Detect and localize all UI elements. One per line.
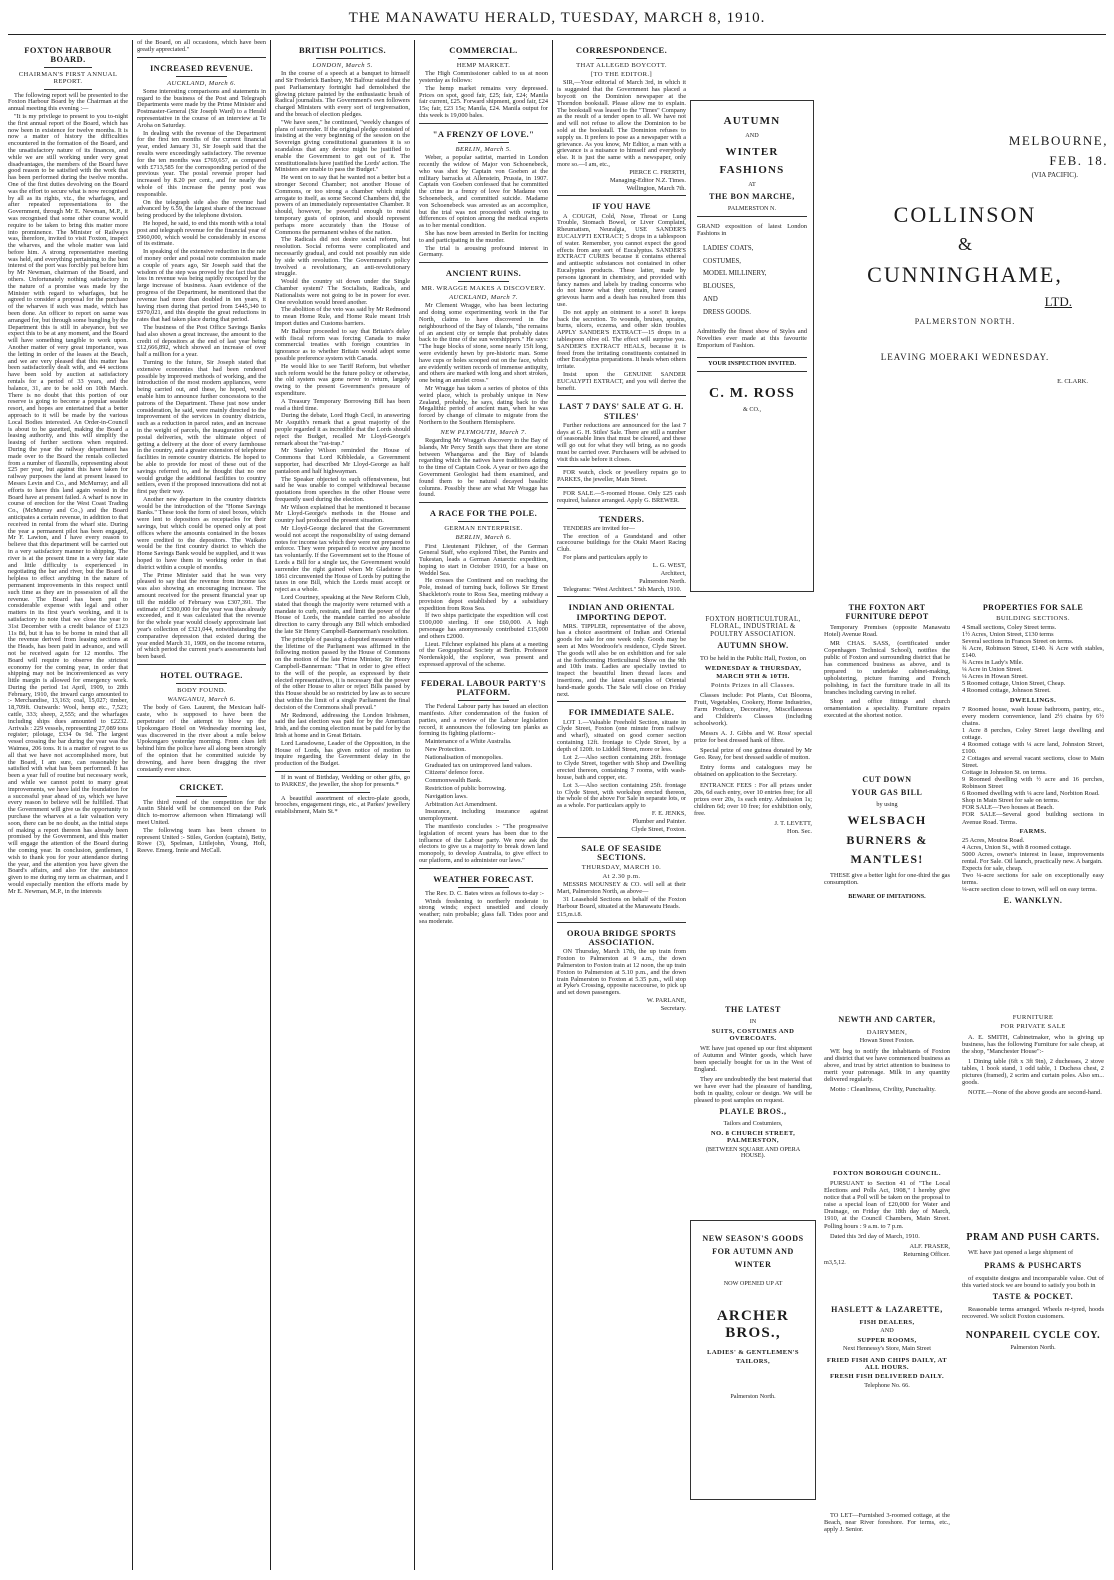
ad-line: NO. 8 CHURCH STREET, PALMERSTON, bbox=[710, 1130, 796, 1145]
signature: Managing-Editor N.Z. Times. bbox=[609, 176, 686, 184]
ad-headline: IF YOU HAVE bbox=[592, 201, 651, 212]
paragraph: WE beg to notify the inhabitants of Foxton and district that we have commenced business as above, and trust by strict attention to business to merit your patronage. Milk in any quantity delivered regularly. bbox=[824, 1047, 950, 1084]
paragraph: They are undoubtedly the best material that we have ever had the pleasure of handling, both in quality, colour or design. We will be pleased to post samples on request. bbox=[694, 1076, 812, 1105]
list-item: 5000 Acres, owner's interest in lease, improvements rental. For Sale. Oil launch, practically new. A bargain. bbox=[962, 850, 1104, 865]
ad-headline: PRAMS & PUSHCARTS bbox=[984, 1261, 1082, 1271]
list-item: New Protection. bbox=[425, 745, 466, 753]
column-revenue bbox=[137, 40, 266, 1570]
article-subhead: HEMP MARKET. bbox=[456, 62, 511, 70]
column-rule bbox=[414, 40, 415, 1570]
list-item: BLOUSES, bbox=[703, 283, 735, 291]
ad-headline: LAST 7 DAYS' SALE AT G. H. STILES' bbox=[559, 401, 684, 421]
paragraph: Temporary Premises (opposite Manawatu Hotel) Avenue Road. bbox=[824, 623, 950, 638]
article-subhead: CHAIRMAN'S FIRST ANNUAL REPORT. bbox=[18, 71, 118, 86]
article-subhead: GERMAN ENTERPRISE. bbox=[444, 525, 523, 533]
paragraph: Shop and office fittings and church ornamentation a speciality. Furniture repairs executed at the shortest notice. bbox=[824, 698, 950, 720]
ad-line: & CO., bbox=[742, 406, 762, 414]
list-item: LADIES' COATS, bbox=[703, 244, 754, 252]
paragraph: MR CHAS. SASS, (certificated under Copenhagen Technical School), notifies the public of Foxton and surrounding district that he has commenced business as above, and is prepared to undertake cabinet-making, upholstering, picture framing and French polishing, in fact the furniture trade in all its branches including carving in relief. bbox=[824, 639, 950, 697]
column-rule bbox=[270, 40, 271, 1570]
ad-headline: FOXTON BOROUGH COUNCIL. bbox=[833, 1170, 941, 1177]
paragraph: The erection of a Grandstand and other racecourse buildings for the Otaki Maori Racing Club. bbox=[557, 532, 686, 554]
list-item: Navigation laws. bbox=[425, 792, 468, 800]
column-rule bbox=[132, 40, 133, 1570]
ad-line: by using bbox=[876, 800, 898, 808]
paragraph: GRAND exposition of latest London Fashions in bbox=[697, 222, 807, 237]
paragraph: The trial is arousing profound interest in Germany. bbox=[419, 244, 548, 259]
paragraph: Telegrams: "West Architect." 5th March, 1910. bbox=[563, 585, 682, 593]
list-item: 9 Roomed dwelling with ½ acre and 16 perches, Robinson Street bbox=[962, 776, 1104, 791]
masthead-rule bbox=[8, 34, 1106, 35]
paragraph: If two ships participate the expedition will cost £100,000 sterling. If one £60,000. A high personage has anonymously contributed £15,000 and others £2000. bbox=[419, 612, 548, 640]
signature: L. G. WEST, bbox=[652, 561, 686, 569]
list-item: 4 Small sections, Coley Street terms. bbox=[962, 624, 1057, 632]
ad-archer-bros bbox=[690, 1220, 816, 1500]
ad-smith-furniture bbox=[958, 1010, 1108, 1160]
article-headline: WEATHER FORECAST. bbox=[433, 873, 534, 884]
paragraph: He hoped, he said, to end this month with a total post and telegraph revenue for the financial year of £960,000, which would be considerably in excess of its estimate. bbox=[137, 220, 266, 248]
masthead: THE MANAWATU HERALD, TUESDAY, MARCH 8, 1910. bbox=[348, 10, 766, 26]
list-item: DRESS GOODS. bbox=[703, 309, 751, 317]
paragraph: Lord Lansdowne, Leader of the Opposition, in the House of Lords, has given notice of motion to inquire regarding the Government delay in the production of the Budget. bbox=[275, 739, 410, 768]
paragraph: Further reductions are announced for the last 7 days at G. H. Stiles' Sale. There are still a number of seasonable lines that must be cleared, and these will go out for what they will bring, as no goods must be carried over. Purchasers will be advised to visit this sale before it closes. bbox=[557, 421, 686, 463]
paragraph: Mr Redmond, addressing the London Irishmen, said the last election was paid for by the American Irish, and the coming election must be paid for by the Irish at home and in Great Britain. bbox=[275, 711, 410, 739]
ad-line: LADIES' & GENTLEMEN'S bbox=[707, 1349, 799, 1357]
paragraph: The abolition of the veto was said by Mr Redmond to mean Home Rule, and Home Rule meant Irish import duties and Customs barriers. bbox=[275, 306, 410, 327]
paragraph: FOR watch, clock or jewellery repairs go to PARKES, the jeweller, Main Street. bbox=[557, 469, 686, 484]
list-item: Graduated tax on unimproved land values. bbox=[425, 761, 533, 769]
paragraph: Messrs A. J. Gibbs and W. Ross' special prize for best dressed hank of fibre. bbox=[694, 730, 812, 745]
signature: PIERCE C. FRERTH, bbox=[629, 168, 686, 176]
article-subhead: MR. WRAGGE MAKES A DISCOVERY. bbox=[421, 285, 546, 293]
paragraph: of the Board, on all occasions, which have been greatly appreciated." bbox=[137, 39, 266, 53]
paragraph: Regarding Mr Wragge's discovery in the Bay of Islands, Mr Percy Smith says that there are stone between Whangaroa and the Bay of Islands regarding which the natives have traditions dating to the time of Captain Cook. A year or two ago the Government Geologist had them examined, and found them to be natural decayed basaltic columns. Possibly these are what Mr Wragge has found. bbox=[419, 436, 548, 499]
signature: Wellington, March 7th. bbox=[626, 184, 686, 192]
ad-code: m3,5,12. bbox=[824, 1258, 846, 1266]
signature: F. E. JENKS, bbox=[651, 809, 686, 817]
ad-headline: PRAM AND PUSH CARTS. bbox=[966, 1232, 1100, 1243]
list-item: 5 Roomed cottage, Union Street, Cheap. bbox=[962, 680, 1066, 688]
signature: ALF. FRASER, bbox=[909, 1242, 950, 1250]
list-item: Arbitration Act Amendment. bbox=[425, 800, 498, 808]
paragraph: Insist upon the GENUINE SANDER EUCALYPTI EXTRACT, and you will derive the benefit. bbox=[557, 370, 686, 392]
list-item: 4 Roomed cottage, Johnson Street. bbox=[962, 687, 1051, 695]
paragraph: He crosses the Continent and on reaching the Pole, instead of turning back, follows Sir Ernest Shackleton's route to Ross Sea, meeting midway a provision depot established by a subsidiary expedition from Ross Sea. bbox=[419, 577, 548, 612]
list-item: ¾ Acre, Robinson Street, £140. ¾ Acre with stables, £140. bbox=[962, 645, 1104, 660]
ad-headline: OROUA BRIDGE SPORTS ASSOCIATION. bbox=[566, 928, 677, 948]
ad-line: BEWARE OF IMITATIONS. bbox=[848, 893, 926, 901]
list-item: 6 Roomed dwelling with ¼ acre land, Norbiton Road. bbox=[962, 790, 1100, 798]
list-item: 7 Roomed house, wash house bathroom, pantry, etc., every modern convenience, land 2½ chains by 6½ chains. bbox=[962, 705, 1104, 727]
paragraph: TO LET—Furnished 3-roomed cottage, at the Beach, near River foreshore. For terms, etc., apply J. Senior. bbox=[824, 1512, 950, 1534]
paragraph: In speaking of the extensive reduction in the rate of money order and postal note commission made a couple of years ago, Sir Joseph said that the wisdom of the step was proved by the fact that the loss in revenue was being rapidly recouped by the large increase of business. Asan evidence of the progress of the Department, he mentioned that the revenue had more than doubled in ten years, it having risen during that period from £445,340 to £970,021, and this despite the great reductions in rates that had taken place during that period. bbox=[137, 248, 266, 324]
paragraph: The business of the Post Office Savings Banks had also shown a great increase, the amount to the credit of depositors at the end of last year being £12,666,892, which showed an increase of over half a million for a year. bbox=[137, 323, 266, 359]
ad-line: Palmerston North. bbox=[730, 1392, 776, 1400]
column-commercial bbox=[419, 40, 548, 1570]
ad-line: Howan Street Foxton. bbox=[859, 1037, 915, 1045]
paragraph: The Federal Labour party has issued an election manifesto. After condemnation of the fusion of parties, and a review of the Labour legislation record, it announces the following ten planks as forming its fighting platform:- bbox=[419, 703, 548, 738]
notice: If in want of Birthday, Wedding or other gifts, go to PARKES', the jeweller, the shop for presents.* bbox=[275, 773, 410, 788]
ad-line: THE BON MARCHE, bbox=[709, 191, 795, 201]
editor-note: [TO THE EDITOR.] bbox=[590, 71, 653, 79]
list-item: ¼-acre section close to town, will sell on easy terms. bbox=[962, 886, 1097, 894]
paragraph: A COUGH, Cold, Nose, Throat or Lung Trouble, Stomach Bowel, or Liver Complaint, Rheumatism, Neuralgia, USE SANDER'S EUCALYPTI EXTRACT; 5 drops in a tablespoon of water. Remember, you cannot expect the good effects from any sort of Eucalyptus. SANDER'S EXTRACT CURES because it contains ethereal and antiseptic substances not contained in other Eucalyptus products. These latter, made by persons ignorant in chemistry, and provided with fancy names and labels by trading concerns who do not know what they contain, have caused grievous harm and a death has resulted from this use. bbox=[557, 212, 686, 308]
ad-to-let bbox=[820, 1510, 954, 1560]
paragraph: He would like to see Tariff Reform, but whether such reform would be the future policy or otherwise, the old system was gone never to return, largely owing to the present Government's pressure of expenditure. bbox=[275, 362, 410, 397]
ad-line: TAILORS, bbox=[735, 1358, 771, 1366]
article-headline: COMMERCIAL. bbox=[449, 45, 518, 55]
paragraph: The High Commissioner cabled to us at noon yesterday as follows: bbox=[419, 70, 548, 85]
list-item: ¾ Acres in Lady's Mile. bbox=[962, 659, 1024, 667]
paragraph: Admittedly the finest show of Styles and Novelties ever made at this favourite Emporium of Fashion. bbox=[697, 328, 807, 350]
dateline: BERLIN, March 6. bbox=[455, 534, 512, 542]
list-item: Two ¼-acre sections for sale on exceptionally easy terms. bbox=[962, 872, 1104, 887]
column-rule bbox=[552, 40, 553, 1570]
paragraph: 31 Leasehold Sections on behalf of the Foxton Harbour Board, situated at the Manawatu Heads. bbox=[557, 895, 686, 910]
notice: A beautiful assortment of electro-plate goods, brooches, engagement rings, etc., at Parkes' jewellery establishment, Main St.* bbox=[275, 794, 410, 816]
ad-collinson bbox=[822, 110, 1108, 490]
ad-welsbach bbox=[820, 770, 954, 920]
paragraph: FOR SALE.—5-roomed House. Only £25 cash required, balance arranged. Apply G. BREWER. bbox=[557, 490, 686, 504]
article-subhead: THAT ALLEGED BOYCOTT. bbox=[576, 62, 667, 70]
ad-line: Next Hennessy's Store, Main Street bbox=[843, 1345, 931, 1353]
ad-headline: SALE OF SEASIDE SECTIONS. bbox=[581, 842, 662, 862]
ad-line: FOR AUTUMN AND bbox=[712, 1246, 794, 1256]
paragraph: A Treasury Temporary Borrowing Bill has been read a third time. bbox=[275, 397, 410, 412]
signature: Returning Officer. bbox=[903, 1250, 950, 1258]
paragraph: NOTE.—None of the above goods are second-hand. bbox=[968, 1088, 1102, 1096]
ad-line: WEDNESDAY & THURSDAY, MARCH 9TH & 10TH. bbox=[704, 665, 802, 680]
ad-headline: FOR IMMEDIATE SALE. bbox=[568, 707, 675, 718]
list-item: FOR SALE—Two houses at Beach. bbox=[962, 804, 1055, 812]
paragraph: Reasonable terms arranged. Wheels re-tyred, hoods recovered. We solicit Foxton customers. bbox=[962, 1305, 1104, 1320]
paragraph: LOT 1.—Valuable Freehold Section, situate in Clyde Street, Foxton (one minute from railway and wharf), situated on good corner section containing 12ft. frontage to Clyde Street, by a depth of 120ft. to Liddell Street, more or less. bbox=[557, 718, 686, 753]
list-item: Expects for sale, cheap. bbox=[962, 865, 1023, 872]
paragraph: Some interesting comparisons and statements in regard to the business of the Post and Telegraph Departments were made by the Prime Minister and Postmaster-General (Sir Joseph Ward) to a Herald representative in the course of an interview at Te Aroha on Saturday. bbox=[137, 87, 266, 129]
ad-subhead: FARMS. bbox=[1019, 827, 1047, 835]
ad-subhead: THURSDAY, MARCH 10. bbox=[581, 864, 662, 872]
ad-line: IN bbox=[749, 1017, 757, 1025]
paragraph: WE have just opened a large shipment of bbox=[968, 1249, 1074, 1256]
ad-line: LEAVING MOERAKI WEDNESDAY. bbox=[880, 351, 1050, 362]
paragraph: Mr Balfour proceeded to say that Britain's delay with fiscal reform was forcing Canada to make commercial treaties with foreign countries in ignorance as to whether Britain would adopt some possible preference system with Canada. bbox=[275, 327, 410, 362]
article-headline: CRICKET. bbox=[179, 782, 224, 793]
paragraph: Special prize of one guinea donated by Mr Geo. Reay, for best dressed saddle of mutton. bbox=[694, 747, 812, 762]
paragraph: During the debate, Lord Hugh Cecil, in answering Mr Asquith's remark that a great majority of the people regarded it as incredible that the Lords should reject the Budget, recalled Mr Lloyd-George's remark about the "rat-trap." bbox=[275, 412, 410, 447]
paragraph: Mr Stanley Wilson reminded the House of Commons that Lord Kibbledale, a Government supporter, had described Mr Lloyd-George as half pantaloon and half highwayman. bbox=[275, 447, 410, 475]
ad-line: CUT DOWN bbox=[862, 775, 912, 784]
ad-headline: PROPERTIES FOR SALE bbox=[982, 603, 1084, 612]
list-item: 4 Acres, Union St., with 8 roomed cottage. bbox=[962, 843, 1072, 851]
list-item: 1 Acre 8 perches, Coley Street large dwelling and cottage. bbox=[962, 726, 1104, 741]
paragraph: Dated this 3rd day of March, 1910. bbox=[830, 1232, 920, 1240]
paragraph: The Speaker objected to such offensiveness, but said he was unable to compel withdrawal because quotations from speeches in the other House were frequently used during the election. bbox=[275, 475, 410, 503]
dateline: AUCKLAND, March 7. bbox=[449, 294, 518, 302]
paragraph: The Radicals did not desire social reform, but resolution. Social reforms were complicated and necessarily gradual, and could not possibly run side by side with revolution. The Government's policy involved a revolutionary, an anti-revolutionary struggle. bbox=[275, 236, 410, 278]
signature: J. T. LEVETT, bbox=[774, 819, 812, 827]
ad-line: FEB. 18. bbox=[1049, 153, 1108, 169]
ad-line: AT bbox=[748, 181, 756, 189]
ad-headline: THE FOXTON ART FURNITURE DEPOT bbox=[845, 603, 929, 621]
ad-line: AND bbox=[745, 132, 759, 140]
dateline: NEW PLYMOUTH, March 7. bbox=[440, 428, 527, 436]
paragraph: In the course of a speech at a banquet to himself and Sir Frederick Banbury, Mr Balfour stated that the past Parliamentary fortnight had demolished the glowing picture painted by the enthusiastic brush of Radical journalists. The Government's own followers charged Ministers with every sort of tergiversation, and the breach of election pledges. bbox=[275, 70, 410, 119]
ad-line: YOUR GAS BILL bbox=[851, 787, 923, 797]
paragraph: The following report will be presented to the Foxton Harbour Board by the Chairman at the annual meeting this evening :— bbox=[8, 91, 128, 113]
column-harbour-board bbox=[8, 40, 128, 1570]
paragraph: Winds freshening to northerly moderate to strong winds; expect unsettled and cloudy weather; rain probable; glass fall. Tides poor and sea moderate. bbox=[419, 897, 548, 926]
paragraph: The Prime Minister said that he was very pleased to say that the revenue from income tax was also showing an encouraging increase. The amount received for the present financial year up till the middle of February was £307,391. The estimate of £300,000 for the year was thus already exceeded, and it was calculated that the revenue for the whole year would closely approximate last year's collection of £321,044, notwithstanding the comparative depression that existed during the year ended March 31, 1909, on the income returns, of which period the current year's assessments had been based. bbox=[137, 571, 266, 661]
ad-subhead: BUILDING SECTIONS. bbox=[996, 614, 1070, 622]
ad-subhead: At 2.30 p.m. bbox=[602, 873, 641, 881]
ad-playle-bros bbox=[690, 1000, 816, 1210]
ad-bon-marche bbox=[690, 100, 814, 592]
paragraph: Mr Lloyd-George declared that the Government would not accept the responsibility of using demand notes for income tax which they were not prepared to enforce. They were prepared to receive any income tax voluntarily. If the Government set to the House of Lords a Bill for a single tax, the Government would surrender the right gained when Mr Gladstone in 1861 circumvented the House of Lords by putting the taxes in one Bill, which the Lords must accept or reject as a whole. bbox=[275, 525, 411, 594]
paragraph: Motto : Cleanliness, Civility, Punctuality. bbox=[830, 1086, 936, 1094]
property-list bbox=[962, 624, 1104, 694]
article-headline: BRITISH POLITICS. bbox=[298, 45, 387, 55]
ad-headline: FURNITURE bbox=[1012, 1014, 1054, 1021]
paragraph: TENDERS are invited for— bbox=[563, 524, 635, 532]
paragraph: Weber, a popular satirist, married in London recently the widow of Major von Schoenebeck, who was shot by Captain von Goeben at the military barracks at Allenstein, Prussia, in 1907. Captain von Goeben confessed that he committed the crime in a frenzy of love for Madame von Schoenebeck, and committed suicide. Madame von Schoenebeck was arrested as an accomplice, but the trial was not proceeded with owing to differences of opinion among the medical experts as to her mental condition. bbox=[419, 154, 548, 230]
list-item: 2 Cottages and several vacant sections, close to Main Street. bbox=[962, 755, 1104, 770]
signature: E. WANKLYN. bbox=[1003, 896, 1063, 906]
list-item: ¼ Acre in Union Street. bbox=[962, 666, 1023, 674]
ad-haslett-lazarette bbox=[820, 1300, 954, 1460]
ad-firm: NONPAREIL CYCLE COY. bbox=[965, 1329, 1101, 1341]
paragraph: 1 Dining table (6ft x 3ft 9in), 2 duchesses, 2 stove tables, 1 book stand, 1 odd table, 1 Duchess chest, 2 pictures (framed), 2 scrim and curtain poles. Also sm... goods. bbox=[962, 1057, 1104, 1086]
ad-line: AUTUMN bbox=[723, 115, 781, 127]
paragraph: Mr Wragge has taken a series of photos of this weird place, which is probably unique in New Zealand, probably, he says, dating back to the Megalithic period of ancient man, when he was forced by change of climate to migrate from the Northern to the Southern Hemisphere. bbox=[419, 385, 548, 427]
article-headline: FOXTON HARBOUR BOARD. bbox=[24, 45, 112, 65]
paragraph: He went on to say that he wanted not a better but a stronger Second Chamber; not another House of Commons, or too strong a chamber which might arrogate to itself, as some Second Chambers did, the powers of an immediately representative Chamber. It should, however, be powerful enough to resist temporary gusts of opinion, and should represent perhaps more accurately than the House of Commons the permanent wishes of the nation. bbox=[275, 174, 410, 236]
ad-line: NOW OPENED UP AT bbox=[723, 1280, 783, 1288]
paragraph: On the telegraph side also the revenue had advanced by 6.59, the largest share of the increase being produced by the telephone division. bbox=[137, 198, 266, 220]
ad-headline: TASTE & POCKET. bbox=[992, 1291, 1074, 1301]
ad-headline: TENDERS. bbox=[598, 513, 645, 524]
list-item: 1½ Acres, Union Street, £130 terms bbox=[962, 631, 1054, 639]
paragraph: The hemp market remains very depressed. Prices on spot, good fair, £25; fair, £24; Manila fair current, £25. Forward shipment, good fair, £24 15s; fair, £23 15s; Manila, £24. Manila output for this week is 19,000 bales. bbox=[419, 84, 548, 120]
article-headline: ANCIENT RUINS. bbox=[445, 268, 522, 279]
signature: Palmerston North. bbox=[639, 577, 686, 585]
farm-list bbox=[962, 837, 1104, 893]
ad-line: E. CLARK. bbox=[1057, 378, 1088, 386]
ad-line: MANTLES! bbox=[850, 851, 924, 866]
ad-line: WINTER bbox=[734, 1259, 772, 1269]
article-headline: FEDERAL LABOUR PARTY'S PLATFORM. bbox=[421, 677, 546, 698]
ad-line: Tailors and Costumiers, bbox=[723, 1120, 783, 1128]
paragraph: MESSRS MOUNSEY & CO. will sell at their Mart, Palmerston North, as above— bbox=[557, 881, 686, 896]
list-item: Maintenance of a White Australia. bbox=[425, 738, 512, 746]
signature: Plumber and Painter. bbox=[632, 817, 686, 825]
paragraph: PURSUANT to Section 41 of "The Local Elections and Polls Act, 1908," I hereby give notice that a Poll will be taken on the proposal to raise a special loan of £20,000 for Water and Drainage, on Friday the 18th day of March, 1910, at the Council Chambers, Main Street. Polling hours : 9 a.m. to 7 p.m. bbox=[824, 1180, 950, 1230]
paragraph: MRS. TIPPLER, representative of the above, has a choice assortment of Indian and Oriental goods for sale for one week only. Goods may be seen at Mrs Woodroofe's residence, Clyde Street. The goods will also be on exhibition and for sale at the forthcoming Horticultural Show on the 9th and 10th insts. Ladies are specially invited to inspect the beautiful linen thread laces and insertions, and the latest examples of Oriental hand-made goods. The Sale will close on Friday next. bbox=[557, 622, 686, 698]
ad-code: £15,m.i.8. bbox=[557, 911, 583, 919]
list-item: Commonwealth Bank. bbox=[425, 777, 482, 785]
ad-line: LTD. bbox=[1044, 294, 1072, 310]
ad-firm: ARCHER BROS., bbox=[716, 1308, 790, 1341]
paragraph: "It is my privilege to present to you to-night the first annual report of the Board, which has now been in existence for twelve months. It is now a matter of history the difficulties encountered in the formation of the Board, and the unsatisfactory nature of its finances, and while we are still working under very great disadvantages, the members of the Board have good reason to be satisfied with the work that has been performed during the twelve months. One of the first duties devolving on the Board was the effort to secure what is now recognised by all as its rights, viz., the wharfages, and after repeated representations to the Government, through Mr E. Newman, M.P., it was recognised that some other course would require to be taken to bring this matter more into prominence. The Minister of Railways was, therefore, invited to visit Foxton, inspect the wharves, and the whole matter was laid before him. A strong representative meeting was held, and everything pertaining to the best interest of the port was forcibly put before him by Mr Newman, chairman of the Board, and others. Unfortunately nothing satisfactory in the nature of a promise was made by the Minister with regard to wharfages, but he agreed to consider a proposal for the purchase of the wharves if such was made, which has been done. An officer to report on same was arranged for, but through some bungling by the Department this is still in abeyance, but we expect this to be at any moment, and the Board will have something tangible to work upon. Another matter of very great importance, was the letting in order of the leases at the Beach, and we are very pleased that this matter has been satisfactorily dealt with, and 44 sections have been sold by auction at satisfactory rentals for a period of 33 years, and the balance, 31, are to be sold on 10th March. There is no doubt that this portion of our reserve is going to become a popular seaside resort, and hopes are entertained that a better approach to it will be made by the various Local Bodies interested. An Order-in-Council is about to be gazetted, making the Board a leasing authority, and this will simplify the leasing of further sections when required. During the year the railway department has made over to the Board the rentals collected from a number of flaxmills, representing about £25 per year, but against this have taken for railway purposes the land at present leased to Messrs Levin and Co., and McMurray; and all efforts to have this land again vested in the Board have at present failed. A wharf is now in course of erection for the West Coast Trading Co., (McMurray and Co.,) and the Board anticipates a certain revenue, in addition to that received in rental from the wharf site. During the year a permanent pilot has been engaged, Mr F. Lawton, and I have every reason to believe that this department will be carried out in a very satisfactory manner to shipping. The river is at the present time in a very fair state and little difficulty is experienced in negotiating the bar and river, but the Board is helpless to effect anything in the nature of permanent improvements in this respect until such time as they are in possession of all the revenue. The Board has been put to considerable expense with legal and other matters in its first year's working, and it is satisfactory to note that we close the year to 31st December with a credit balance of £123 11s 8d, but it has to be borne in mind that all the revenue derived from leasing sections at the Heads, has been paid in advance, and will not be received again for 12 months. The Board will require to observe the strictest economy for the coming year, in order that shipping may not be inconvenienced as very little margin is allowed for emergency work. During the period 1st April, 1909, to 28th February, 1910, the inward cargo amounted to :- Merchandise, 13,163; coal, 15,027; timber, 18,709ft. Outwards: Wool, hemp etc., 7,523; cattle, 333; sheep, 2,555; and the wharfages including ships dues amounted to £2232. Arrivals : 229 vessels, representing 27,089 tons register; pilotage, £334 0s 9d. The largest vessel crossing the bar during the year was the Waimea, 206 tons. It is a matter of regret to us all that we have not accomplished more, but the Board, I am sure, can reasonably be satisfied with what has been performed. It has been a year full of routine but necessary work, and while we cannot point to many great improvements, we have laid the foundation for a successful year ahead of us, which we have every reason to believe will be fulfilled. That the Government will give us the opportunity to purchase the wharves at a fair valuation very soon, there can be no doubt, as the initial steps of making a report thereon has already been promised by the Government, and this matter will engage the attention of the Board during the coming year. In conclusion, gentlemen, I wish to thank you for your attendance during the year, and the attention you have given the Board's affairs, and also for the assistance given to me during my term as chairman, and I would especially mention the efforts made by Mr E. Newman, M.P., in the interests bbox=[8, 112, 128, 895]
article-headline: "A FRENZY OF LOVE." bbox=[432, 128, 535, 139]
paragraph: ON Thursday, March 17th, the up train from Foxton to Palmerston at 9 a.m., the down Palmerston to Foxton train at 12 noon, the up train Foxton to Palmerston at 5.10 p.m., and the down train Palmerston to Foxton at 5.35 p.m., will stop at Pyke's Crossing, opposite racecourse, to pick up and set down passengers. bbox=[557, 948, 686, 997]
list-item: 25 Acres, Moutoa Road. bbox=[962, 836, 1025, 844]
article-headline: CORRESPONDENCE. bbox=[575, 45, 668, 55]
list-item: COSTUMES, bbox=[703, 257, 741, 265]
ad-nonpareil-prams bbox=[958, 1210, 1108, 1540]
ad-headline: INDIAN AND ORIENTAL IMPORTING DEPOT. bbox=[568, 602, 675, 622]
ad-headline: FOXTON HORTICULTURAL, FLORAL, INDUSTRIAL & POULTRY ASSOCIATION. bbox=[705, 616, 801, 638]
ad-borough-council bbox=[820, 1166, 954, 1296]
list-item: Citizens' defence force. bbox=[425, 769, 484, 777]
list-item: 4 Roomed cottage with ¼ acre land, Johnston Street, £100. bbox=[962, 741, 1104, 756]
ad-art-depot bbox=[820, 596, 954, 720]
signature: Secretary. bbox=[660, 1004, 686, 1012]
column-correspondence bbox=[557, 40, 686, 1570]
ad-line: Palmerston North. bbox=[1010, 1343, 1056, 1351]
ad-line: MELBOURNE, bbox=[1008, 133, 1108, 148]
paragraph: Would the country sit down under the Single Chamber system? The Socialists, Radicals, and Nationalists were not going to be in power for ever. One revolution would breed another. bbox=[275, 278, 410, 306]
list-item: Nationalisation of monopolies. bbox=[425, 753, 503, 761]
ad-subhead: DAIRYMEN, bbox=[866, 1028, 908, 1036]
plank-list bbox=[419, 739, 548, 823]
paragraph: of exquisite designs and incomparable value. Out of this varied stock we are bound to satisfy you both in bbox=[962, 1274, 1104, 1289]
ad-headline: THE LATEST bbox=[725, 1005, 781, 1014]
paragraph: For plans and particulars apply to bbox=[563, 554, 648, 562]
ad-line: PALMERSTON N. bbox=[727, 204, 777, 212]
ad-subhead: DWELLINGS. bbox=[1009, 696, 1057, 704]
ad-subhead: SUPPER ROOMS, bbox=[857, 1336, 917, 1344]
ad-properties bbox=[958, 596, 1108, 1006]
list-item: AND bbox=[703, 296, 718, 304]
list-item: Shop in Main Street for sale on terms. bbox=[962, 797, 1060, 805]
ad-line: (BETWEEN SQUARE AND OPERA HOUSE). bbox=[705, 1145, 801, 1160]
ad-firm: PLAYLE BROS., bbox=[719, 1107, 787, 1117]
column-british-politics bbox=[275, 40, 410, 1570]
list-item: Restriction of public borrowing. bbox=[425, 784, 507, 792]
article-headline: A RACE FOR THE POLE. bbox=[429, 508, 538, 519]
paragraph: Classes include: Pot Plants, Cut Blooms, Fruit, Vegetables, Cookery, Home Industries, Farm Produce, Decorative, Miscellaneous and Children's Classes (including schoolwork). bbox=[694, 692, 812, 728]
list-item: FOR SALE—Several good building sections in Avenue Road. Terms. bbox=[962, 811, 1104, 826]
paragraph: SIR,—Your editorial of March 3rd, in which it is suggested that the Government has placed a boycott on the Dominion newspaper at the Thorndon bookstall. Please allow me to explain. The bookstall was leased to the "Times" Company as the result of a tender open to all. We have not and will not refuse to allow the Dominion to be sold at the bookstall. The Dominion refuses to supply us. It prefers to pose as a newspaper with a grievance. As you know, Mr Editor, a man with a grievance is a nuisance to himself and everybody else. It is just the same with a newspaper, only more so.—I am, etc., bbox=[557, 79, 686, 168]
ad-line: FASHIONS bbox=[719, 164, 785, 176]
paragraph: The following team has been chosen to represent United :- Stiles, Gordon (captain), Betty, Rowe (3), Spelman, Littlejohn, Young, Holt, Reeve. Emerg. Innie and McCall. bbox=[137, 826, 266, 855]
paragraph: ENTRANCE FEES : For all prizes under 20s, 6d each entry, over 10 entries free; for all prizes over 20s, 1s each entry. Admission 1s; children 6d; over 10 free; for exhibition only, free. bbox=[694, 781, 812, 817]
paragraph: She has now been arrested in Berlin for inciting to and participating in the murder. bbox=[419, 229, 548, 244]
paragraph: WE have just opened up our first shipment of Autumn and Winter goods, which have been specially bought for us in the West of England. bbox=[694, 1045, 812, 1074]
paragraph: Turning to the future, Sir Joseph stated that extensive economies that had been rendered possible by improved methods of working, and the introduction of the most modern appliances, were being carried out, and these, he hoped, would enable him to announce further concessions to the patrons of the Department. These just now under consideration, he said, were mainly directed to the improvement of the services in country districts, such as a reduction in parcel rates, and an increase in the weight of parcels, the inauguration of rural postal deliveries, with the ultimate object of getting a delivery at the door of every farmhouse in the country, and a greater extension of telephone facilities in remote country districts. He hoped to be able to provide for most of these out of the savings referred to, and he thought that no one would grudge the additional facilities to country settlers, even if the proposed innovations did not at first pay their way. bbox=[137, 358, 266, 496]
ad-firm: CUNNINGHAME, bbox=[867, 262, 1063, 288]
ad-firm: COLLINSON bbox=[893, 202, 1037, 228]
list-item: MODEL MILLINERY, bbox=[703, 270, 767, 278]
ad-line: WINTER bbox=[725, 145, 779, 158]
paragraph: The principle of passing a disputed measure within the lifetime of the Parliament was affirmed in the following motion passed by the House of Commons on the motion of the late Prime Minister, Sir Henry Campbell-Bannerman: "That in order to give effect to the will of the people, as expressed by their elected representatives, it is necessary that the power of the other House to alter or reject Bills passed by this House should be so restricted by law as to secure that within the limit of a single Parliament the final decision of the Commons shall prevail." bbox=[275, 635, 410, 711]
paragraph: Mr Clement Wragge, who has been lecturing and doing some experimenting work in the Far North, claims to have discovered in the neighbourhood of the Bay of Islands, "the remains of an ancient city or temple that probably dates back to the time of the sun worshippers." He says: "The huge blocks of stone, some nearly 15ft long, were evidently hewn by pre-historic man. Some have cups or holes scooped out on the face, which are evidently written records of immense antiquity, and others are marked with long and short strokes, one being an amulet cross." bbox=[419, 302, 548, 385]
dwelling-list bbox=[962, 706, 1104, 826]
ad-headline: HASLETT & LAZARETTE, bbox=[831, 1305, 943, 1314]
paragraph: The body of Geo. Laurent, the Mexican half-caste, who is supposed to have been the perpetrator of the attempt to blow up the Upokongaro Hotel on Wednesday morning last, was discovered in the river about a mile below Upokongaro yesterday morning. From clues left behind him the police have all along been strongly of the opinion that he committed suicide by drowning, and have been dragging the river constantly ever since. bbox=[137, 704, 266, 773]
ad-line: FRESH FISH DELIVERED DAILY. bbox=[829, 1373, 944, 1381]
article-headline: HOTEL OUTRAGE. bbox=[160, 670, 243, 681]
dateline: LONDON, March 5. bbox=[312, 62, 373, 70]
list-item: Cottage in Johnston St. on terms. bbox=[962, 769, 1047, 777]
paragraph: In dealing with the revenue of the Department for the first ten months of the current financial year, ended January 31, Sir Joseph said that the results were exceedingly satisfactory. The revenue for the ten months was £769,657, as compared with £713,585 for the corresponding period of the previous year. The postal revenue proper had increased by 8.20 per cent., and for nearly the whole of this increase the penny post was responsible. bbox=[137, 129, 266, 198]
article-headline: INCREASED REVENUE. bbox=[149, 62, 254, 73]
ad-newth-carter bbox=[820, 1010, 954, 1160]
signature: Hon. Sec. bbox=[786, 827, 812, 835]
ad-autumn-show bbox=[690, 612, 816, 992]
paragraph: Lord Courtney, speaking at the New Reform Club, stated that though the majority were returned with a mandate to curb, restrain, and limit the power of the House of Lords, the mandate carried no absolute direction to carry through any Bill which embodied the late Sir Henry Campbell-Bannerman's resolution. bbox=[275, 594, 410, 636]
paragraph: THESE give a better light for one-third the gas consumption. bbox=[824, 871, 950, 887]
paragraph: Lot 3.—Also section containing 25ft. frontage to Clyde Street, with workshop erected thereon, the whole of the above For Sale in separate lots, or as a whole. For particulars apply to bbox=[557, 781, 686, 810]
article-subhead: BODY FOUND. bbox=[177, 687, 226, 695]
paragraph: The manifesto concludes :- "The progressive legislation of recent years has been due to the influence of the Labour party. We now ask the electors to give us a majority to break down land monopoly, to develop Australia, to give effect to our platform, and to administer our laws." bbox=[419, 822, 548, 864]
paragraph: "We have seen," he continued, "weekly changes of plans of surrender. If the original pledge consisted of insisting at the very beginning of the session on the Sovereign giving constitutional guarantees it is so scandalous that any device might be justified to enable the Government to get out of it. The constitutionalists have justified the Lords' action. The Ministers are unable to pass the Budget." bbox=[275, 118, 410, 174]
ad-headline: AUTUMN SHOW. bbox=[717, 641, 789, 651]
ad-line: Points Prizes in all Classes. bbox=[711, 681, 795, 689]
ad-line: YOUR INSPECTION INVITED. bbox=[708, 360, 796, 368]
ad-line: NEW SEASON'S GOODS bbox=[702, 1234, 804, 1243]
paragraph: Another new departure in the country districts would be the introduction of the "Home Savings Banks." These took the form of steel boxes, which were lent to depositors as receptacles for their savings, but which could be opened only at post offices where the amounts contained in the boxes were credited to the depositors. The Waikato would be the first country district to which the Home Savings Bank would be supplied, and it was hoped to have them in working order in that district within a couple of months. bbox=[137, 495, 266, 571]
paragraph: Mr Wilson explained that he mentioned it because Mr Lloyd-George's methods in the House and country had produced the present situation. bbox=[275, 503, 410, 525]
paragraph: Lieut. Filchner explained his plans at a meeting of the Geographical Society at Berlin. Professor Nordenskjold, the explorer, was present and expressed approval of the scheme. bbox=[419, 640, 548, 669]
list-item: ¼ Acres in Howan Street. bbox=[962, 673, 1028, 681]
paragraph: A. E. SMITH, Cabinetmaker, who is giving up business, has the following Furniture for sale cheap, at the shop, "Manchester House":- bbox=[962, 1033, 1104, 1055]
paragraph: The third round of the competition for the Austin Shield will be commenced on the Park ditch to-morrow afternoon when Himatangi will meet United. bbox=[137, 798, 266, 826]
item-list bbox=[697, 243, 807, 320]
ad-line: & bbox=[957, 234, 972, 255]
dateline: AUCKLAND, March 6. bbox=[167, 79, 236, 87]
signature: Clyde Street, Foxton. bbox=[631, 825, 686, 833]
paragraph: Lot 2.—Also section containing 26ft. frontage to Clyde Street, together with Shop and Dwelling erected thereon, containing 7 rooms, with wash-house, bath and copper, etc. bbox=[557, 753, 686, 781]
ad-line: Telephone No. 66. bbox=[864, 1381, 910, 1389]
signature: W. PARLANE, bbox=[646, 997, 686, 1005]
paragraph: TO be held in the Public Hall, Foxton, on bbox=[700, 655, 807, 663]
ad-line: (VIA PACIFIC). bbox=[1031, 170, 1078, 179]
paragraph: Do not apply an ointment to a sore! It keeps back the secretion. To wounds, bruises, sprains, burns, ulcers, eczema, and other skin troubles APPLY SANDER'S EXTRACT—15 drops in a tablespoon olive oil. The effect will surprise you. SANDER'S EXTRACT HEALS, because it is freed from the irritating constituents contained in other Eucalyptus preparations. It heals when others irritate. bbox=[557, 308, 686, 371]
ad-headline: NEWTH AND CARTER, bbox=[838, 1015, 936, 1024]
list-item: Several sections in Frances Street on terms. bbox=[962, 638, 1074, 646]
paragraph: The Rev. D. C. Bates wires as follows to-day :- bbox=[425, 889, 544, 897]
ad-line: FRIED FISH AND CHIPS DAILY, AT ALL HOURS. bbox=[826, 1356, 948, 1372]
dateline: WANGANUI, March 6. bbox=[167, 696, 236, 704]
ad-firm: C. M. ROSS bbox=[709, 386, 795, 401]
dateline: BERLIN, March 5. bbox=[455, 146, 512, 154]
ad-line: PALMERSTON NORTH. bbox=[914, 316, 1016, 326]
ad-line: AND bbox=[880, 1327, 894, 1335]
ad-subhead: FOR PRIVATE SALE bbox=[1000, 1023, 1066, 1031]
signature: Architect, bbox=[660, 569, 686, 577]
ad-line: WELSBACH bbox=[847, 813, 927, 828]
ad-subhead: FISH DEALERS, bbox=[859, 1318, 915, 1326]
paragraph: First Lieutenant Filchner, of the German General Staff, who explored Tibet, the Pamirs and Tukestan, leads a German Antarctic expedition, hoping to start in October 1910, for a base on Weddel Sea. bbox=[419, 542, 548, 577]
ad-subhead: SUITS, COSTUMES AND OVERCOATS. bbox=[711, 1027, 795, 1042]
ad-line: BURNERS & bbox=[846, 832, 928, 847]
paragraph: Entry forms and catalogues may be obtained on application to the Secretary. bbox=[694, 764, 812, 779]
list-item: Insurance, including insurance against unemployment. bbox=[419, 808, 548, 823]
